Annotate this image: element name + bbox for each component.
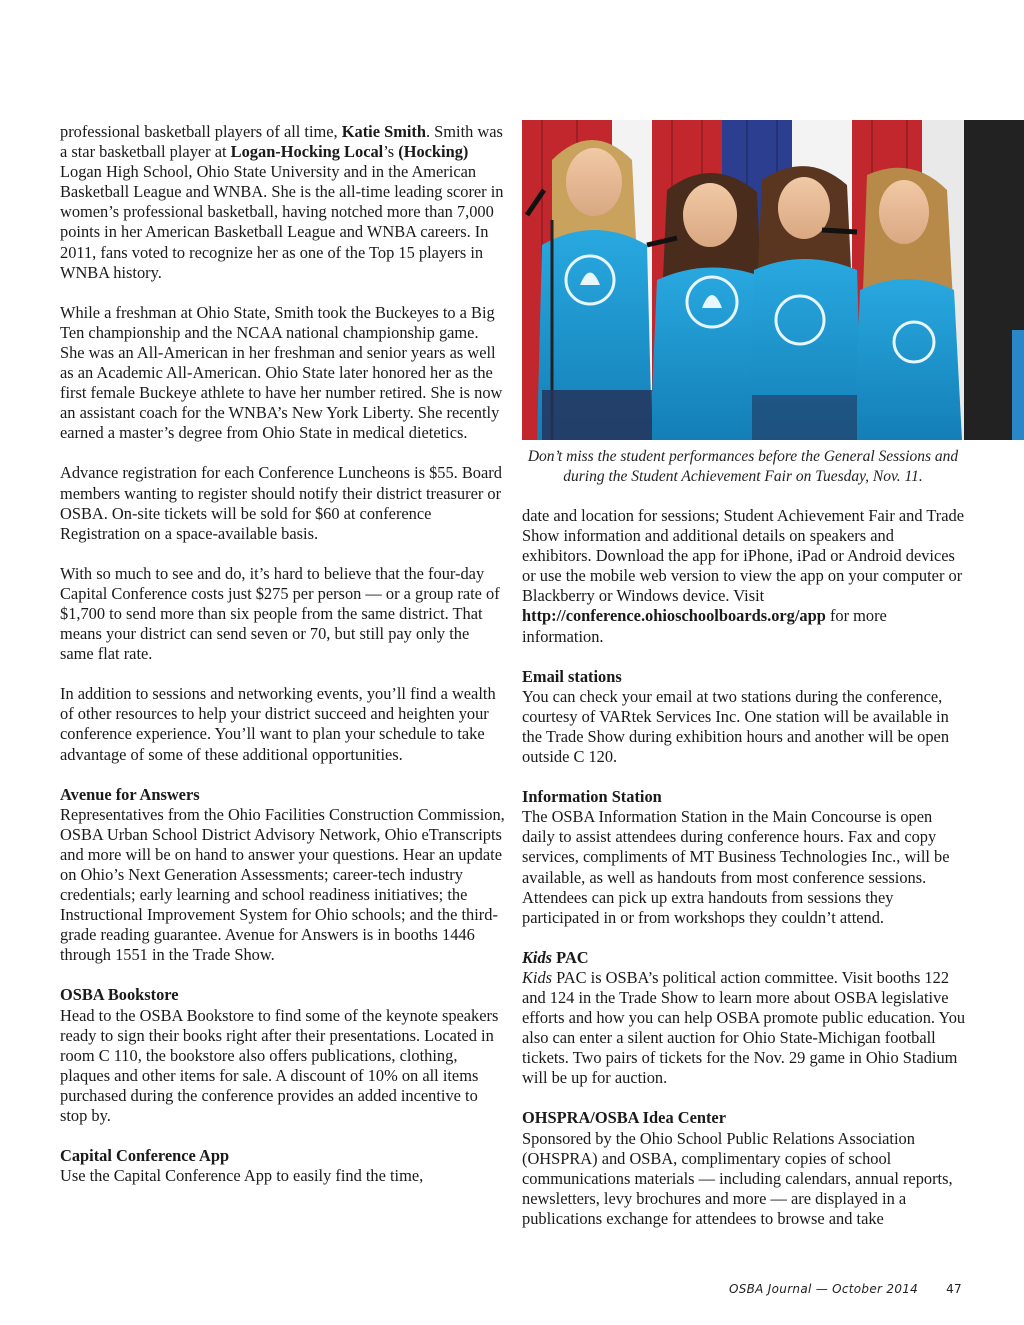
district-name: Logan-Hocking Local (230, 142, 384, 162)
right-column (522, 506, 966, 1229)
text-run: for more information. (522, 606, 887, 646)
photo-illustration (522, 120, 964, 440)
section-body: Head to the OSBA Bookstore to find some of the keynote speakers ready to sign their books right after their presentations. Located in room C 110, the bookstore also offers publications, clothing, plaques and other items for sale. A discount of 10% on all items purchased during the conference provides an added incentive to stop by. (60, 1005, 499, 1126)
section-heading: OHSPRA/OSBA Idea Center (522, 1108, 726, 1128)
article-paragraph: Advance registration for each Conference Luncheons is $55. Board members wanting to register should notify their district treasurer or OSBA. On-site tickets will be sold for $60 at conference Registration on a space-available basis. (60, 463, 502, 543)
text-run: PAC is OSBA’s political action committee. Visit booths 122 and 124 in the Trade Show to learn more about OSBA legislative efforts and how you can help OSBA promote public education. You also can enter a silent auction for Ohio State-Michigan football tickets. Two pairs of tickets for the Nov. 29 game in Ohio Stadium will be up for auction. (522, 967, 966, 1088)
section-body (522, 968, 966, 1089)
text-run: date and location for sessions; Student Achievement Fair and Trade Show information and additional details on speakers and exhibitors. Download the app for iPhone, iPad or Android devices or use the mobile web version to view the app on your computer or Blackberry or Windows device. Visit (522, 506, 965, 606)
county-name: (Hocking) (398, 142, 469, 162)
text-run: . Smith was a star basketball player at (60, 122, 503, 162)
journal-issue: OSBA Journal — October 2014 (728, 1282, 919, 1296)
name-katie-smith: Katie Smith (341, 122, 426, 141)
section-information-station (522, 787, 966, 928)
student-performance-photo (522, 120, 964, 440)
section-kids-pac (522, 948, 966, 1089)
article-paragraph (60, 122, 506, 283)
section-heading: OSBA Bookstore (60, 985, 179, 1005)
decorative-blue-bar (1012, 330, 1024, 440)
page-number: 47 (946, 1282, 962, 1296)
section-body: Representatives from the Ohio Facilities Construction Commission, OSBA Urban School District Advisory Network, Ohio eTranscripts and more will be on hand to answer your questions. Hear an update on Ohio’s Next Generation Assessments; career-tech industry credentials; early learning and school readiness initiatives; the Instructional Improvement System for Ohio schools; and the third-grade reading guarantee. Avenue for Answers is in booths 1446 through 1551 in the Trade Show. (60, 804, 505, 965)
section-heading: Email stations (522, 666, 622, 686)
page-footer (700, 1282, 962, 1296)
section-body: Sponsored by the Ohio School Public Relations Association (OHSPRA) and OSBA, complimentary copies of school communications materials — including calendars, annual reports, newsletters, levy brochures and more — are displayed in a publications exchange for attendees to browse and take (522, 1128, 953, 1228)
section-body: You can check your email at two stations during the conference, courtesy of VARtek Services Inc. One station will be available in the Trade Show during exhibition hours and another will be open outside C 120. (522, 686, 950, 767)
article-paragraph: With so much to see and do, it’s hard to believe that the four-day Capital Conference costs just $275 per person — or a group rate of $1,700 to send more than six people from the same district. That means your district can send seven or 70, but still pay only the same flat rate. (60, 563, 500, 664)
article-paragraph: While a freshman at Ohio State, Smith took the Buckeyes to a Big Ten championship and the NCAA national championship game. She was an All-American in her freshman and senior years as well as an Academic All-American. Ohio State later honored her as the first female Buckeye athlete to have her number retired. She is now an assistant coach for the WNBA’s New York Liberty. She recently earned a master’s degree from Ohio State in medical dietetics. (60, 302, 503, 443)
section-email-stations (522, 667, 966, 767)
text-run: professional basketball players of all time, (60, 122, 342, 141)
text-run: Logan High School, Ohio State University and in the American Basketball League and WNBA. She is the all-time leading scorer in women’s professional basketball, having notched more than 7,000 points in her American Basketball League and WNBA careers. In 2011, fans voted to recognize her as one of the Top 15 players in WNBA history. (60, 162, 504, 282)
section-capital-conference-app (60, 1146, 506, 1186)
heading-run: PAC (552, 947, 589, 967)
article-paragraph: In addition to sessions and networking events, you’ll find a wealth of other resources to help your district succeed and heighten your conference experience. You’ll want to plan your schedule to take advantage of some of these additional opportunities. (60, 684, 496, 764)
section-body: Use the Capital Conference App to easily find the time, (60, 1166, 424, 1186)
section-heading: Capital Conference App (60, 1146, 230, 1166)
left-column (60, 122, 506, 1186)
section-body: The OSBA Information Station in the Main Concourse is open daily to assist attendees during conference hours. Fax and copy services, compliments of MT Business Technologies Inc., will be available, as well as handouts from most conference sessions. Attendees can pick up extra handouts from sessions they participated in or from workshops they couldn’t attend. (522, 807, 950, 927)
photo-caption: Don’t miss the student performances before the General Sessions and during the Student Achievement Fair on Tuesday, Nov. 11. (527, 448, 959, 485)
section-heading: Information Station (522, 787, 662, 807)
body-italic-run: Kids (522, 967, 553, 987)
app-url-link[interactable]: http://conference.ohioschoolboards.org/app (522, 606, 826, 626)
heading-italic-run: Kids (522, 947, 553, 967)
section-heading (522, 948, 966, 968)
section-avenue-for-answers (60, 785, 506, 966)
section-idea-center (522, 1108, 966, 1229)
text-run: ’s (383, 142, 399, 162)
section-heading: Avenue for Answers (60, 784, 200, 804)
app-continued-paragraph (522, 506, 966, 647)
section-osba-bookstore (60, 985, 506, 1126)
